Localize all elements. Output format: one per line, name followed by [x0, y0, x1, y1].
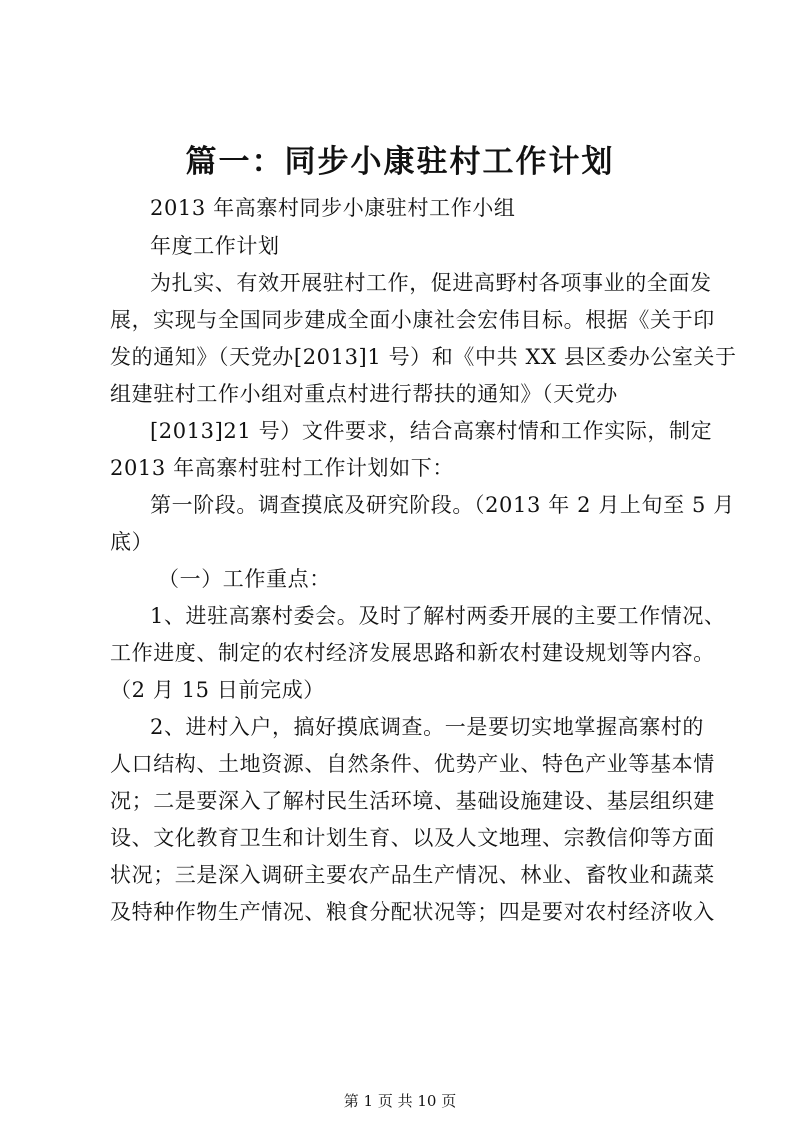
text-line: 年度工作计划 [150, 234, 280, 258]
page-footer: 第 1 页 共 10 页 [343, 1092, 457, 1110]
text-line: 工作进度、制定的农村经济发展思路和新农村建设规划等内容。 [110, 641, 715, 665]
text-line: 发的通知》（天党办[2013]1 号）和《中共 XX 县区委办公室关于 [110, 345, 737, 369]
text-line: 及特种作物生产情况、粮食分配状况等；四是要对农村经济收入 [110, 900, 715, 924]
text-line: [2013]21 号）文件要求，结合高寨村情和工作实际，制定 [150, 419, 713, 443]
text-line: 人口结构、土地资源、自然条件、优势产业、特色产业等基本情 [110, 752, 715, 776]
text-line: 2013 年高寨村驻村工作计划如下： [110, 456, 454, 480]
text-line: 底） [110, 530, 154, 554]
text-line: 组建驻村工作小组对重点村进行帮扶的通知》（天党办 [110, 382, 618, 406]
text-line: 为扎实、有效开展驻村工作，促进高野村各项事业的全面发 [150, 271, 712, 295]
section-heading: （一）工作重点： [158, 567, 331, 591]
text-line: （2 月 15 日前完成） [110, 678, 325, 702]
text-line: 1、进驻高寨村委会。及时了解村两委开展的主要工作情况、 [150, 604, 726, 628]
text-line: 设、文化教育卫生和计划生育、以及人文地理、宗教信仰等方面 [110, 826, 715, 850]
text-line: 第一阶段。调查摸底及研究阶段。（2013 年 2 月上旬至 5 月 [150, 493, 735, 517]
text-line: 况；二是要深入了解村民生活环境、基础设施建设、基层组织建 [110, 789, 715, 813]
text-line: 2、进村入户，搞好摸底调查。一是要切实地掌握高寨村的 [150, 715, 704, 739]
text-line: 展，实现与全国同步建成全面小康社会宏伟目标。根据《关于印 [110, 308, 715, 332]
text-line: 2013 年高寨村同步小康驻村工作小组 [150, 196, 516, 220]
document-title: 篇一：同步小康驻村工作计划 [185, 144, 615, 180]
text-line: 状况；三是深入调研主要农产品生产情况、林业、畜牧业和蔬菜 [110, 863, 715, 887]
